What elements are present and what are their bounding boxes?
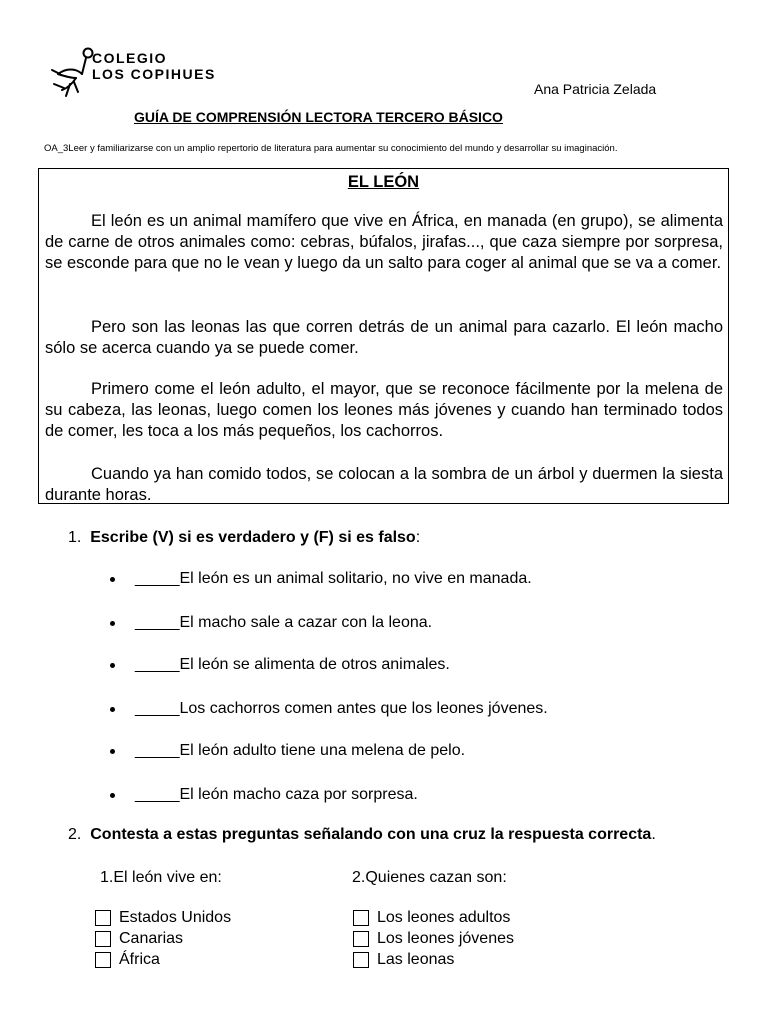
reading-title: EL LEÓN [347, 173, 420, 191]
reading-box [38, 168, 729, 504]
option-label: Los leones adultos [377, 909, 511, 926]
subquestion-2-title: 2.Quienes cazan son: [352, 869, 507, 886]
statement-text: _____El león es un animal solitario, no vive en manada. [135, 570, 532, 587]
author-name: Ana Patricia Zelada [534, 81, 657, 97]
question-suffix: : [415, 529, 421, 546]
statement-text: _____El león adulto tiene una melena de pelo. [135, 742, 466, 759]
school-name [92, 50, 216, 82]
option-label: Estados Unidos [119, 909, 232, 926]
learning-objective: OA_3Leer y familiarizarse con un amplio repertorio de literatura para aumentar su conocimiento del mundo y desarrollar su imaginación. [44, 143, 618, 154]
reading-paragraph: Primero come el león adulto, el mayor, que se reconoce fácilmente por la melena de su cabeza, las leonas, luego comen los leones más jóvenes y cuando han terminado todos de comer, les toca a los más pequeños, los cachorros. [45, 380, 723, 440]
reading-paragraph: Cuando ya han comido todos, se colocan a la sombra de un árbol y duermen la siesta durante horas. [45, 465, 723, 504]
question-suffix: . [651, 826, 656, 843]
bullet-icon [110, 621, 115, 626]
bullet-icon [110, 707, 115, 712]
question-instruction: Contesta a estas preguntas señalando con una cruz la respuesta correcta [90, 826, 652, 843]
statement-text: _____El león macho caza por sorpresa. [135, 786, 418, 803]
school-name-line1: COLEGIO [92, 50, 168, 66]
reading-paragraph: El león es un animal mamífero que vive en África, en manada (en grupo), se alimenta de carne de otros animales como: cebras, búfalos, jirafas..., que caza siempre por sorpresa, se esconde para que no le vean y luego da un salto para coger al animal que se va a comer. [45, 212, 723, 272]
checkbox[interactable] [95, 910, 111, 926]
bullet-icon [110, 577, 115, 582]
statement-text: _____El león se alimenta de otros animales. [135, 656, 450, 673]
question-number: 2. [68, 826, 82, 843]
guide-title: GUÍA DE COMPRENSIÓN LECTORA TERCERO BÁSICO [134, 109, 503, 125]
option-label: Las leonas [377, 951, 455, 968]
option-label: África [119, 951, 160, 968]
checkbox[interactable] [353, 910, 369, 926]
checkbox[interactable] [353, 952, 369, 968]
statement-text: _____Los cachorros comen antes que los leones jóvenes. [135, 700, 548, 717]
bullet-icon [110, 749, 115, 754]
option-label: Los leones jóvenes [377, 930, 514, 947]
checkbox[interactable] [95, 952, 111, 968]
checkbox[interactable] [95, 931, 111, 947]
question-1-heading [68, 529, 420, 547]
statement-text: _____El macho sale a cazar con la leona. [135, 614, 433, 631]
checkbox[interactable] [353, 931, 369, 947]
question-instruction: Escribe (V) si es verdadero y (F) si es falso [90, 529, 416, 546]
question-number: 1. [68, 529, 82, 546]
school-name-line2: LOS COPIHUES [92, 66, 216, 82]
reading-paragraph: Pero son las leonas las que corren detrás de un animal para cazarlo. El león macho sólo se acerca cuando ya se puede comer. [45, 318, 723, 357]
school-logo [48, 44, 238, 100]
question-2-heading [68, 826, 656, 844]
bullet-icon [110, 663, 115, 668]
copihue-flower-icon [48, 44, 96, 100]
subquestion-1-title: 1.El león vive en: [100, 869, 222, 886]
bullet-icon [110, 793, 115, 798]
option-label: Canarias [119, 930, 184, 947]
